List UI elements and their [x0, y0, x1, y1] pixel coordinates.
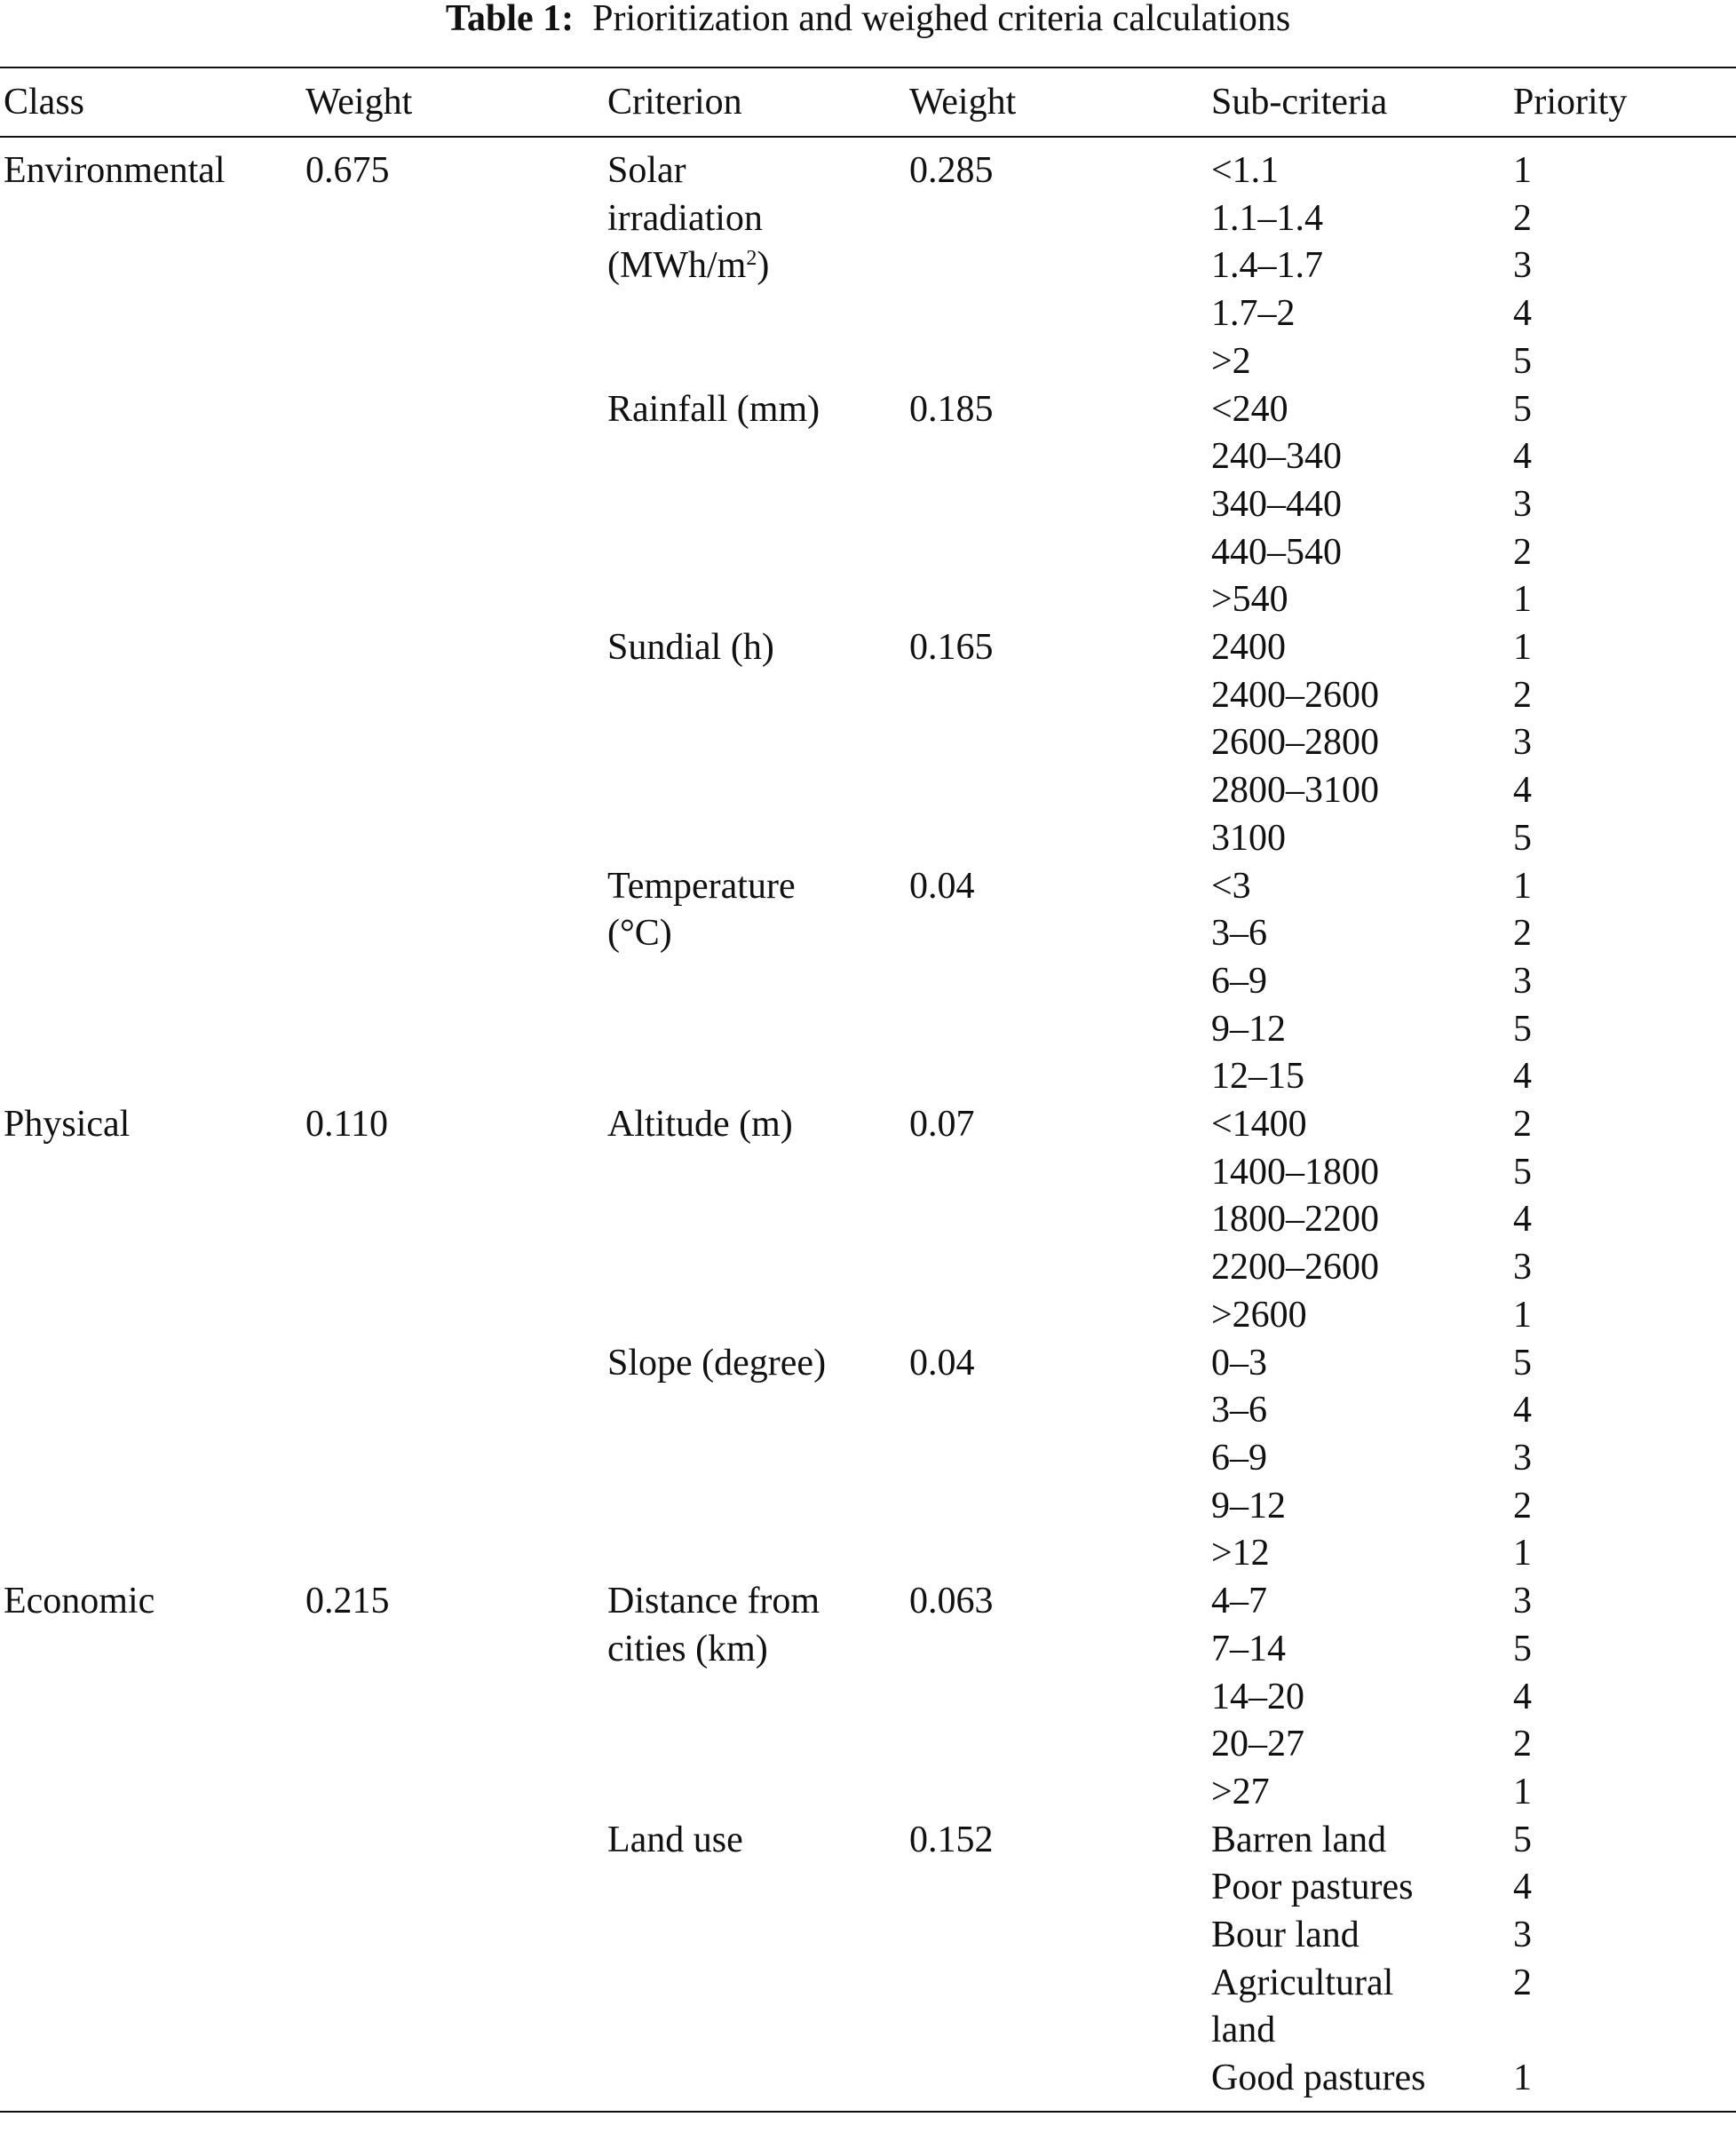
criterion-name-line [607, 386, 906, 434]
criterion-name-text: (°C) [607, 913, 672, 955]
priority-value: 3 [1513, 245, 1532, 287]
sub-criterion: 12–15 [1211, 1056, 1304, 1098]
criterion-name-cell [604, 1340, 906, 1579]
priority-value: 1 [1513, 2058, 1532, 2099]
class-weight-cell: 0.215 [305, 1581, 390, 1622]
criterion-name-text: Rainfall (mm) [607, 388, 820, 430]
class-name-cell [0, 1817, 302, 2112]
table-caption [0, 0, 1736, 37]
priority-value: 4 [1513, 770, 1532, 812]
priority-value: 2 [1513, 1104, 1532, 1146]
criterion-name-line [607, 910, 906, 958]
sub-criterion: Poor pastures [1211, 1867, 1414, 1908]
sub-criterion: 2200–2600 [1211, 1247, 1379, 1289]
sub-criterion: 9–12 [1211, 1008, 1286, 1050]
header-row [0, 67, 1736, 137]
criterion-name-line [607, 1340, 906, 1388]
priority-value: 2 [1513, 913, 1532, 955]
sub-criteria-cell [1208, 386, 1510, 625]
sub-criterion: land [1211, 2010, 1276, 2051]
priority-value: 5 [1513, 1342, 1532, 1384]
class-weight-cell [302, 1817, 604, 2112]
criterion-weight-cell: 0.185 [909, 388, 994, 430]
sub-criterion: 440–540 [1211, 531, 1342, 573]
class-weight-cell [302, 863, 604, 1102]
sub-criteria-cell [1208, 137, 1510, 386]
sub-criterion: 1800–2200 [1211, 1199, 1379, 1241]
criterion-name-text: cities (km) [607, 1628, 768, 1669]
header-priority: Priority [1513, 82, 1628, 123]
priority-value: 2 [1513, 197, 1532, 239]
priority-value: 4 [1513, 1056, 1532, 1098]
sub-criterion: 3–6 [1211, 913, 1267, 955]
criterion-name-line [607, 242, 906, 290]
criterion-name-text: irradiation [607, 197, 763, 239]
priority-value [1513, 2007, 1736, 2055]
sub-criterion: <240 [1211, 388, 1288, 430]
criterion-weight-cell: 0.04 [909, 865, 975, 907]
criterion-name-text: (MWh/m [607, 245, 747, 287]
sub-criterion: 2800–3100 [1211, 770, 1379, 812]
class-name-cell [0, 386, 302, 625]
header-class: Class [4, 82, 85, 123]
class-weight-cell: 0.110 [305, 1104, 388, 1146]
sub-criterion: <1400 [1211, 1104, 1307, 1146]
sub-criterion: 4–7 [1211, 1581, 1267, 1622]
priority-value: 2 [1513, 1485, 1532, 1526]
table-row [0, 624, 1736, 863]
priority-value: 3 [1513, 722, 1532, 764]
priority-value: 1 [1513, 1294, 1532, 1336]
criterion-name-line [607, 147, 906, 195]
class-weight-cell [302, 1340, 604, 1579]
priority-value: 4 [1513, 1867, 1532, 1908]
header-criterion-weight: Weight [909, 82, 1017, 123]
sub-criterion: 1.4–1.7 [1211, 245, 1323, 287]
sub-criterion: 240–340 [1211, 436, 1342, 478]
sub-criterion: Barren land [1211, 1819, 1387, 1860]
priority-value: 4 [1513, 1199, 1532, 1241]
criterion-name-text: Sundial (h) [607, 627, 774, 669]
table-caption-label: Table 1: [445, 0, 575, 39]
priority-value: 3 [1513, 1915, 1532, 1956]
sub-criterion: 1400–1800 [1211, 1151, 1379, 1193]
criterion-name-text: Temperature [607, 865, 796, 907]
priority-value: 1 [1513, 627, 1532, 669]
table-body [0, 137, 1736, 2112]
priority-value: 3 [1513, 1437, 1532, 1479]
sub-criterion: 6–9 [1211, 1437, 1267, 1479]
priority-value: 4 [1513, 436, 1532, 478]
sub-criterion: 2400–2600 [1211, 674, 1379, 716]
priority-value: 5 [1513, 1008, 1532, 1050]
class-name-cell: Physical [4, 1104, 131, 1146]
header-sub-criteria: Sub-criteria [1211, 82, 1388, 123]
criterion-name-text: Solar [607, 150, 686, 191]
criterion-weight-cell: 0.07 [909, 1104, 975, 1146]
criterion-name-cell [604, 863, 906, 1102]
priority-value: 1 [1513, 1533, 1532, 1574]
priority-value: 1 [1513, 865, 1532, 907]
criterion-name-text: Land use [607, 1819, 743, 1860]
criterion-name-cell [604, 1578, 906, 1817]
table-row [0, 137, 1736, 386]
header-criterion: Criterion [607, 82, 742, 123]
sub-criterion: Good pastures [1211, 2058, 1426, 2099]
table-row [0, 863, 1736, 1102]
criterion-name-text: Distance from [607, 1581, 820, 1622]
sub-criterion: >540 [1211, 579, 1288, 621]
table-row [0, 1101, 1736, 1340]
table-caption-text: Prioritization and weighed criteria calculations [592, 0, 1291, 39]
priority-cell [1510, 386, 1736, 625]
priority-cell [1510, 863, 1736, 1102]
class-name-cell [0, 863, 302, 1102]
priority-value: 3 [1513, 1581, 1532, 1622]
sub-criterion: 9–12 [1211, 1485, 1286, 1526]
sub-criterion: Agricultural [1211, 1962, 1394, 2003]
sub-criterion: 3100 [1211, 817, 1286, 859]
sub-criterion: >2600 [1211, 1294, 1307, 1336]
priority-cell [1510, 1578, 1736, 1817]
sub-criterion: <1.1 [1211, 150, 1280, 191]
class-name-cell: Economic [4, 1581, 155, 1622]
priority-value: 2 [1513, 1962, 1532, 2003]
priority-value: 5 [1513, 340, 1532, 382]
class-weight-cell [302, 624, 604, 863]
sub-criterion: 3–6 [1211, 1390, 1267, 1431]
sub-criterion: 1.1–1.4 [1211, 197, 1323, 239]
criterion-name-text: Altitude (m) [607, 1104, 793, 1146]
priority-value: 1 [1513, 1771, 1532, 1812]
sub-criterion: >27 [1211, 1771, 1270, 1812]
sub-criterion: >12 [1211, 1533, 1270, 1574]
criterion-name-tail: ) [757, 245, 770, 287]
criteria-table [0, 67, 1736, 2113]
sub-criterion: 2400 [1211, 627, 1286, 669]
class-name-cell [0, 624, 302, 863]
sub-criteria-cell [1208, 1101, 1510, 1340]
criterion-weight-cell: 0.152 [909, 1819, 994, 1860]
sub-criterion: Bour land [1211, 1915, 1359, 1956]
class-name-cell [0, 1340, 302, 1579]
criterion-name-line [607, 863, 906, 911]
priority-cell [1510, 624, 1736, 863]
priority-value: 4 [1513, 293, 1532, 335]
criterion-weight-cell: 0.165 [909, 627, 994, 669]
priority-value: 5 [1513, 1819, 1532, 1860]
sub-criterion: 7–14 [1211, 1628, 1286, 1669]
criterion-name-cell [604, 624, 906, 863]
priority-value: 3 [1513, 1247, 1532, 1289]
sub-criterion: 2600–2800 [1211, 722, 1379, 764]
priority-value: 5 [1513, 817, 1532, 859]
priority-value: 2 [1513, 1724, 1532, 1765]
sub-criterion: 14–20 [1211, 1676, 1304, 1717]
table-row [0, 1817, 1736, 2112]
table-row [0, 1340, 1736, 1579]
class-weight-cell [302, 386, 604, 625]
criterion-name-line [607, 1817, 906, 1865]
criterion-weight-cell: 0.063 [909, 1581, 994, 1622]
sub-criterion: >2 [1211, 340, 1251, 382]
criterion-name-cell [604, 1101, 906, 1340]
criterion-name-cell [604, 386, 906, 625]
class-name-cell: Environmental [4, 150, 226, 191]
priority-value: 5 [1513, 1151, 1532, 1193]
table-row [0, 386, 1736, 625]
criterion-name-line [607, 624, 906, 672]
sub-criteria-cell [1208, 863, 1510, 1102]
priority-cell [1510, 1817, 1736, 2112]
sub-criterion: 20–27 [1211, 1724, 1304, 1765]
priority-cell [1510, 1101, 1736, 1340]
priority-cell [1510, 137, 1736, 386]
priority-value: 2 [1513, 674, 1532, 716]
criterion-unit-superscript: 2 [746, 247, 757, 271]
priority-value: 2 [1513, 531, 1532, 573]
criterion-name-text: Slope (degree) [607, 1342, 827, 1384]
criterion-weight-cell: 0.285 [909, 150, 994, 191]
priority-value: 4 [1513, 1390, 1532, 1431]
criterion-name-line [607, 1578, 906, 1626]
criterion-name-cell [604, 1817, 906, 2112]
sub-criteria-cell [1208, 1578, 1510, 1817]
criterion-name-line [607, 1626, 906, 1674]
priority-value: 5 [1513, 388, 1532, 430]
priority-cell [1510, 1340, 1736, 1579]
criterion-name-line [607, 1101, 906, 1149]
criterion-name-cell [604, 137, 906, 386]
sub-criterion: 340–440 [1211, 483, 1342, 525]
sub-criteria-cell [1208, 1340, 1510, 1579]
priority-value: 1 [1513, 150, 1532, 191]
sub-criterion: 1.7–2 [1211, 293, 1296, 335]
priority-value: 1 [1513, 579, 1532, 621]
criterion-weight-cell: 0.04 [909, 1342, 975, 1384]
priority-value: 3 [1513, 483, 1532, 525]
sub-criterion: 6–9 [1211, 960, 1267, 1002]
priority-value: 3 [1513, 960, 1532, 1002]
table-row [0, 1578, 1736, 1817]
sub-criterion: 0–3 [1211, 1342, 1267, 1384]
header-class-weight: Weight [305, 82, 413, 123]
class-weight-cell: 0.675 [305, 150, 390, 191]
priority-value: 4 [1513, 1676, 1532, 1717]
sub-criteria-cell [1208, 624, 1510, 863]
criterion-name-line [607, 195, 906, 243]
sub-criteria-cell [1208, 1817, 1510, 2112]
priority-value: 5 [1513, 1628, 1532, 1669]
sub-criterion: <3 [1211, 865, 1251, 907]
